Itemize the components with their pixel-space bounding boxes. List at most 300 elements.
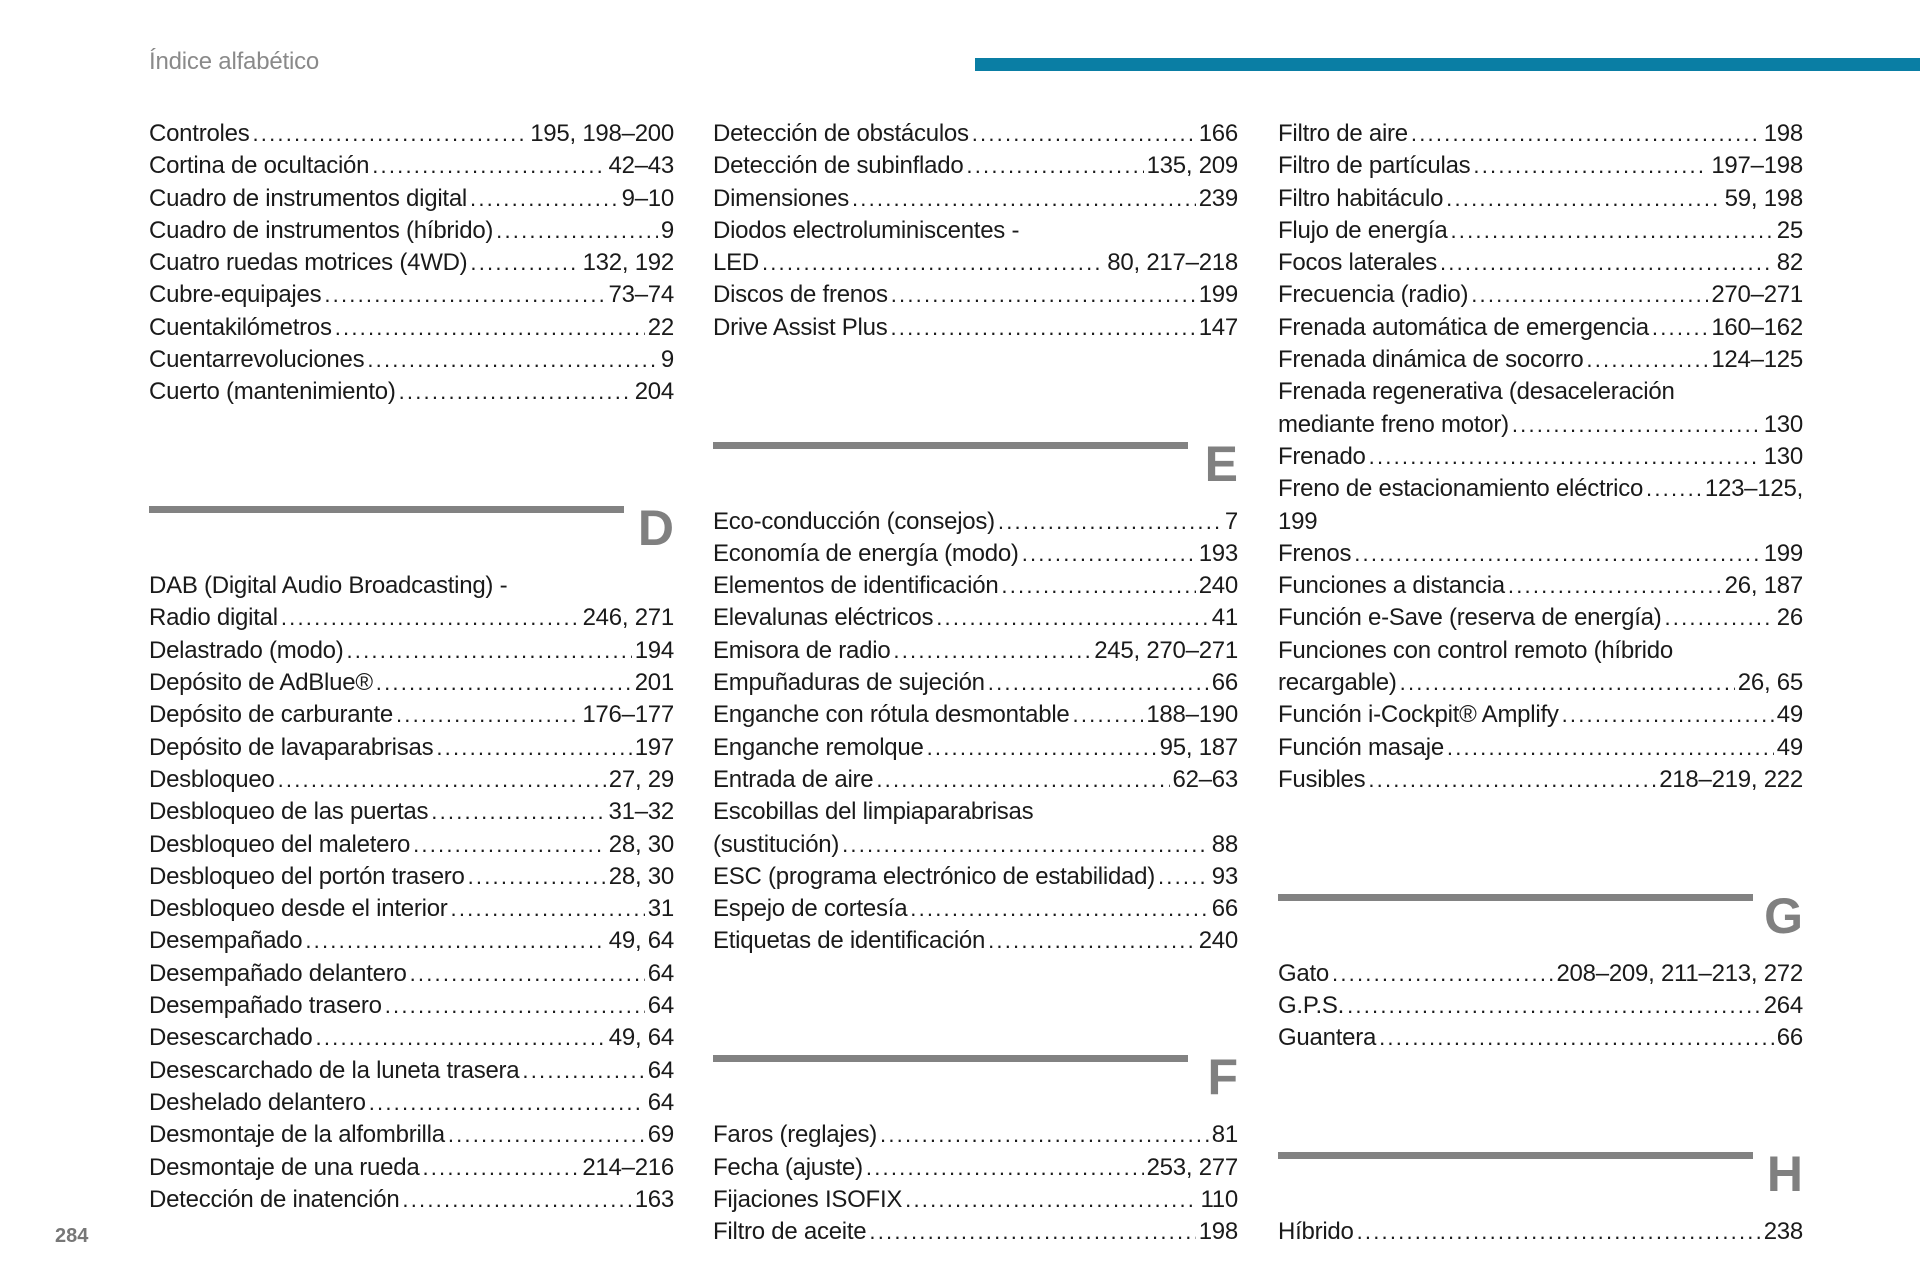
index-term: Desmontaje de la alfombrilla: [149, 1121, 445, 1149]
index-entry: [713, 667, 1238, 699]
section-spacer: [1278, 1055, 1803, 1120]
dot-leader: [1440, 247, 1774, 279]
dot-leader: [496, 215, 658, 247]
section-spacer: [149, 409, 674, 474]
dot-leader: [1471, 279, 1708, 311]
dot-leader: [1446, 183, 1722, 215]
index-entry: [713, 732, 1238, 764]
page-reference: 132, 192: [582, 249, 674, 277]
index-entry: [713, 829, 1238, 861]
page-reference: 93: [1211, 862, 1238, 890]
section-spacer: [713, 958, 1238, 1023]
index-term: Gato: [1278, 959, 1330, 987]
page-reference: 176–177: [582, 701, 674, 729]
index-entry: [713, 1216, 1238, 1248]
index-term: Frenada regenerativa (desaceleración: [1278, 378, 1675, 406]
page-reference: 130: [1763, 410, 1803, 438]
index-entry: [713, 1152, 1238, 1184]
index-entry: [1278, 473, 1803, 505]
index-term: LED: [713, 249, 759, 277]
page-reference: 64: [647, 1088, 674, 1116]
header-accent-bar: [975, 58, 1920, 71]
page-reference: 26: [1776, 604, 1803, 632]
index-term: Frecuencia (radio): [1278, 281, 1469, 309]
page-reference: 238: [1763, 1218, 1803, 1246]
section-header: [1278, 1119, 1803, 1216]
index-term: Cuatro ruedas motrices (4WD): [149, 249, 468, 277]
dot-leader: [1450, 215, 1773, 247]
index-entry: [149, 829, 674, 861]
index-term: Etiquetas de identificación: [713, 927, 986, 955]
index-entry: [149, 570, 674, 602]
dot-leader: [369, 1087, 645, 1119]
dot-leader: [451, 893, 645, 925]
index-entry: [713, 247, 1238, 279]
section-letter: D: [637, 500, 674, 557]
page-reference: 124–125: [1711, 346, 1803, 374]
index-term: (sustitución): [713, 830, 840, 858]
index-entry: [713, 925, 1238, 957]
dot-leader: [335, 312, 645, 344]
dot-leader: [367, 344, 658, 376]
page-reference: 80, 217–218: [1107, 249, 1238, 277]
dot-leader: [396, 699, 579, 731]
page-reference: 7: [1224, 507, 1238, 535]
index-entry: [1278, 279, 1803, 311]
dot-leader: [1586, 344, 1708, 376]
page-reference: 270–271: [1711, 281, 1803, 309]
index-entry: [713, 150, 1238, 182]
index-term: Función i-Cockpit® Amplify: [1278, 701, 1559, 729]
dot-leader: [1354, 538, 1761, 570]
page-reference: 208–209, 211–213, 272: [1556, 959, 1803, 987]
dot-leader: [470, 183, 619, 215]
index-entry: [1278, 409, 1803, 441]
page-reference: 62–63: [1172, 765, 1238, 793]
index-term: Delastrado (modo): [149, 636, 344, 664]
index-entry: [1278, 344, 1803, 376]
page-reference: 195, 198–200: [530, 120, 674, 147]
dot-leader: [972, 118, 1196, 150]
index-entry: [149, 1119, 674, 1151]
page-reference: 193: [1198, 539, 1238, 567]
page-reference: 198: [1763, 120, 1803, 147]
index-term: Híbrido: [1278, 1218, 1354, 1246]
index-term: Cuentakilómetros: [149, 313, 332, 341]
dot-leader: [905, 1184, 1197, 1216]
dot-leader: [880, 1119, 1209, 1151]
index-entry: [1278, 215, 1803, 247]
dot-leader: [1400, 667, 1735, 699]
page-reference: 240: [1198, 572, 1238, 600]
page-reference: 135, 209: [1146, 152, 1238, 180]
index-term: Desbloqueo del maletero: [149, 830, 411, 858]
index-entry: [713, 602, 1238, 634]
section-letter: G: [1764, 887, 1803, 944]
dot-leader: [876, 764, 1169, 796]
index-entry: [713, 312, 1238, 344]
page-reference: 218–219, 222: [1659, 765, 1803, 793]
index-entry: [1278, 732, 1803, 764]
index-term: Cuerto (mantenimiento): [149, 378, 396, 406]
index-term: 199: [1278, 507, 1318, 535]
dot-leader: [431, 796, 605, 828]
index-entry: [149, 635, 674, 667]
dot-leader: [470, 247, 579, 279]
index-entry: [149, 602, 674, 634]
page-reference: 214–216: [582, 1153, 674, 1181]
index-term: Frenada automática de emergencia: [1278, 313, 1649, 341]
dot-leader: [1001, 570, 1195, 602]
index-term: Elementos de identificación: [713, 572, 999, 600]
index-term: Enganche con rótula desmontable: [713, 701, 1070, 729]
index-entry: [713, 506, 1238, 538]
page-reference: 31–32: [608, 798, 674, 826]
page-reference: 160–162: [1711, 313, 1803, 341]
section-header: [149, 473, 674, 570]
index-entry: [149, 376, 674, 408]
index-term: Deshelado delantero: [149, 1088, 366, 1116]
index-term: Cuadro de instrumentos digital: [149, 184, 468, 212]
dot-leader: [1664, 602, 1773, 634]
index-term: Filtro de aceite: [713, 1218, 867, 1246]
index-entry: [713, 1119, 1238, 1151]
index-term: Filtro habitáculo: [1278, 184, 1444, 212]
page-reference: 66: [1211, 895, 1238, 923]
dot-leader: [1073, 699, 1144, 731]
index-entry: [713, 1184, 1238, 1216]
page-reference: 66: [1211, 669, 1238, 697]
dot-leader: [281, 602, 580, 634]
page-reference: 66: [1776, 1024, 1803, 1052]
index-entry: [713, 570, 1238, 602]
page-reference: 199: [1763, 539, 1803, 567]
index-term: Desescarchado: [149, 1024, 313, 1052]
page-reference: 64: [647, 959, 674, 987]
dot-leader: [1562, 699, 1774, 731]
dot-leader: [1473, 150, 1708, 182]
index-term: Desempañado delantero: [149, 959, 407, 987]
dot-leader: [324, 279, 605, 311]
index-entry: [1278, 538, 1803, 570]
dot-leader: [422, 1152, 579, 1184]
page-number: 284: [55, 1225, 89, 1247]
index-term: Discos de frenos: [713, 281, 888, 309]
index-entry: [149, 861, 674, 893]
page-reference: 245, 270–271: [1094, 636, 1238, 664]
section-spacer: [1278, 796, 1803, 861]
index-term: Desbloqueo del portón trasero: [149, 862, 465, 890]
page-reference: 59, 198: [1724, 184, 1803, 212]
index-entry: [713, 893, 1238, 925]
index-term: Escobillas del limpiaparabrisas: [713, 798, 1034, 826]
page-reference: 28, 30: [608, 830, 674, 858]
dot-leader: [998, 506, 1222, 538]
page-reference: 246, 271: [582, 604, 674, 632]
dot-leader: [1332, 958, 1553, 990]
index-entry: [149, 925, 674, 957]
index-entry: [1278, 247, 1803, 279]
page-reference: 197: [634, 733, 674, 761]
index-term: Flujo de energía: [1278, 216, 1448, 244]
page-reference: 198: [1198, 1218, 1238, 1246]
index-term: ESC (programa electrónico de estabilidad): [713, 862, 1155, 890]
dot-leader: [927, 732, 1157, 764]
page-reference: 64: [647, 1056, 674, 1084]
index-entry: [149, 699, 674, 731]
section-header: [713, 1022, 1238, 1119]
index-entry: [1278, 441, 1803, 473]
dot-leader: [1369, 441, 1761, 473]
index-term: G.P.S.: [1278, 992, 1345, 1020]
index-entry: [149, 893, 674, 925]
index-entry: [1278, 183, 1803, 215]
dot-leader: [413, 829, 606, 861]
section-letter: E: [1204, 435, 1238, 492]
dot-leader: [866, 1152, 1144, 1184]
index-term: Funciones con control remoto (híbrido: [1278, 636, 1673, 664]
index-term: Elevalunas eléctricos: [713, 604, 934, 632]
index-term: Fijaciones ISOFIX: [713, 1185, 903, 1213]
page-reference: 95, 187: [1159, 733, 1238, 761]
index-term: DAB (Digital Audio Broadcasting) -: [149, 572, 508, 600]
index-entry: [149, 732, 674, 764]
page-reference: 41: [1211, 604, 1238, 632]
index-entry: [1278, 602, 1803, 634]
index-entry: [713, 538, 1238, 570]
dot-leader: [252, 118, 527, 150]
index-entry: [713, 861, 1238, 893]
index-term: Desbloqueo: [149, 765, 275, 793]
section-spacer: [713, 344, 1238, 409]
index-entry: [1278, 958, 1803, 990]
index-term: Diodos electroluminiscentes -: [713, 216, 1020, 244]
page-reference: 81: [1211, 1121, 1238, 1149]
dot-leader: [988, 925, 1196, 957]
dot-leader: [385, 990, 645, 1022]
index-term: Depósito de carburante: [149, 701, 393, 729]
page-reference: 188–190: [1146, 701, 1238, 729]
index-term: Detección de obstáculos: [713, 120, 969, 147]
index-term: Desbloqueo desde el interior: [149, 895, 448, 923]
index-term: Espejo de cortesía: [713, 895, 908, 923]
index-term: Focos laterales: [1278, 249, 1437, 277]
dot-leader: [762, 247, 1104, 279]
page-reference: 197–198: [1711, 152, 1803, 180]
dot-leader: [869, 1216, 1195, 1248]
index-term: Detección de inatención: [149, 1185, 400, 1213]
page-reference: 194: [634, 636, 674, 664]
index-term: Desescarchado de la luneta trasera: [149, 1056, 520, 1084]
index-entry: [149, 183, 674, 215]
index-entry: [149, 1152, 674, 1184]
dot-leader: [278, 764, 606, 796]
index-term: Desmontaje de una rueda: [149, 1153, 420, 1181]
index-entry: [149, 1087, 674, 1119]
page-reference: 27, 29: [608, 765, 674, 793]
index-term: Emisora de radio: [713, 636, 891, 664]
index-entry: [1278, 764, 1803, 796]
index-term: Detección de subinflado: [713, 152, 964, 180]
index-entry: [149, 150, 674, 182]
index-term: Función e-Save (reserva de energía): [1278, 604, 1662, 632]
dot-leader: [1646, 473, 1702, 505]
index-term: Entrada de aire: [713, 765, 874, 793]
index-term: Frenada dinámica de socorro: [1278, 346, 1584, 374]
index-entry: [149, 215, 674, 247]
index-term: Funciones a distancia: [1278, 572, 1505, 600]
index-column-2: [713, 118, 1238, 1248]
index-entry: [1278, 990, 1803, 1022]
page-reference: 240: [1198, 927, 1238, 955]
index-term: Depósito de lavaparabrisas: [149, 733, 434, 761]
index-entry: [149, 1055, 674, 1087]
page-reference: 64: [647, 992, 674, 1020]
index-term: Desempañado trasero: [149, 992, 382, 1020]
index-entry: [1278, 506, 1803, 538]
dot-leader: [890, 312, 1195, 344]
section-divider: [1278, 1152, 1753, 1159]
page-reference: 204: [634, 378, 674, 406]
dot-leader: [372, 150, 605, 182]
page-reference: 49: [1776, 701, 1803, 729]
index-column-1: [149, 118, 674, 1216]
dot-leader: [988, 667, 1209, 699]
index-term: Cortina de ocultación: [149, 152, 370, 180]
page-reference: 9: [660, 216, 674, 244]
page-header-title: Índice alfabético: [149, 48, 320, 75]
index-entry: [713, 764, 1238, 796]
index-term: Eco-conducción (consejos): [713, 507, 995, 535]
section-divider: [149, 506, 624, 513]
index-entry: [149, 667, 674, 699]
dot-leader: [842, 829, 1209, 861]
index-entry: [149, 118, 674, 150]
index-term: Faros (reglajes): [713, 1121, 878, 1149]
dot-leader: [1508, 570, 1722, 602]
page-reference: 73–74: [608, 281, 674, 309]
page-reference: 166: [1198, 120, 1238, 147]
index-term: Frenado: [1278, 442, 1366, 470]
dot-leader: [522, 1055, 644, 1087]
dot-leader: [893, 635, 1091, 667]
section-divider: [713, 442, 1188, 449]
index-term: Depósito de AdBlue®: [149, 669, 373, 697]
index-entry: [149, 764, 674, 796]
page-reference: 88: [1211, 830, 1238, 858]
dot-leader: [966, 150, 1143, 182]
dot-leader: [1357, 1216, 1761, 1248]
index-term: Filtro de aire: [1278, 120, 1408, 147]
page-reference: 239: [1198, 184, 1238, 212]
page-reference: 123–125,: [1704, 475, 1803, 503]
index-term: Desempañado: [149, 927, 303, 955]
index-term: mediante freno motor): [1278, 410, 1509, 438]
index-term: Controles: [149, 120, 250, 147]
dot-leader: [910, 893, 1209, 925]
index-entry: [149, 247, 674, 279]
index-entry: [149, 1184, 674, 1216]
dot-leader: [376, 667, 632, 699]
page-reference: 49: [1776, 733, 1803, 761]
index-entry: [713, 699, 1238, 731]
dot-leader: [402, 1184, 631, 1216]
index-entry: [1278, 570, 1803, 602]
dot-leader: [1411, 118, 1761, 150]
index-term: Fecha (ajuste): [713, 1153, 863, 1181]
section-divider: [713, 1055, 1188, 1062]
dot-leader: [410, 958, 645, 990]
section-letter: F: [1207, 1049, 1238, 1106]
dot-leader: [1368, 764, 1656, 796]
page-reference: 253, 277: [1146, 1153, 1238, 1181]
index-term: Empuñaduras de sujeción: [713, 669, 985, 697]
index-term: Desbloqueo de las puertas: [149, 798, 429, 826]
index-entry: [149, 344, 674, 376]
dot-leader: [448, 1119, 645, 1151]
page-reference: 25: [1776, 216, 1803, 244]
index-entry: [149, 279, 674, 311]
index-entry: [1278, 635, 1803, 667]
dot-leader: [347, 635, 632, 667]
dot-leader: [1022, 538, 1196, 570]
index-term: Dimensiones: [713, 184, 849, 212]
dot-leader: [1347, 990, 1761, 1022]
dot-leader: [305, 925, 605, 957]
page-reference: 26, 187: [1724, 572, 1803, 600]
dot-leader: [1379, 1022, 1774, 1054]
dot-leader: [436, 732, 631, 764]
index-term: Cubre-equipajes: [149, 281, 322, 309]
index-entry: [713, 183, 1238, 215]
index-term: Enganche remolque: [713, 733, 924, 761]
section-divider: [1278, 894, 1753, 901]
page-reference: 82: [1776, 249, 1803, 277]
dot-leader: [936, 602, 1209, 634]
index-term: Fusibles: [1278, 765, 1366, 793]
page-reference: 26, 65: [1737, 669, 1803, 697]
dot-leader: [1512, 409, 1761, 441]
index-column-3: [1278, 118, 1803, 1248]
index-entry: [713, 215, 1238, 247]
page-reference: 31: [647, 895, 674, 923]
index-entry: [149, 958, 674, 990]
dot-leader: [399, 376, 632, 408]
page-reference: 147: [1198, 313, 1238, 341]
dot-leader: [316, 1022, 606, 1054]
page-reference: 49, 64: [608, 927, 674, 955]
dot-leader: [1652, 312, 1708, 344]
index-term: Radio digital: [149, 604, 278, 632]
section-header: [713, 409, 1238, 506]
index-entry: [1278, 150, 1803, 182]
index-term: Freno de estacionamiento eléctrico: [1278, 475, 1644, 503]
index-term: Función masaje: [1278, 733, 1444, 761]
index-entry: [1278, 667, 1803, 699]
section-letter: H: [1766, 1146, 1803, 1203]
page-reference: 69: [647, 1121, 674, 1149]
page-reference: 264: [1763, 992, 1803, 1020]
index-entry: [1278, 1216, 1803, 1248]
page-reference: 110: [1200, 1185, 1238, 1213]
page-reference: 9–10: [621, 184, 674, 212]
page-reference: 49, 64: [608, 1024, 674, 1052]
page-reference: 42–43: [608, 152, 674, 180]
index-entry: [1278, 376, 1803, 408]
dot-leader: [1158, 861, 1209, 893]
index-entry: [713, 796, 1238, 828]
page-reference: 28, 30: [608, 862, 674, 890]
